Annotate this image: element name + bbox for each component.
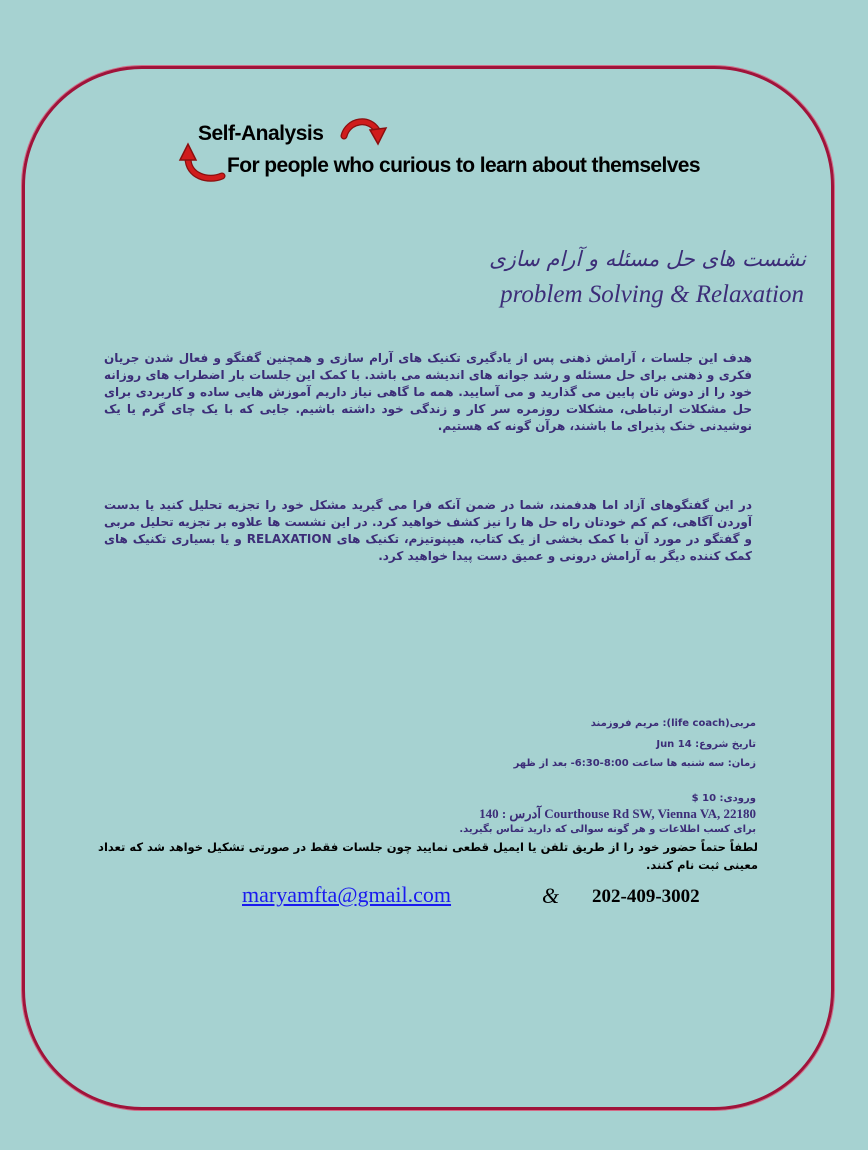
- start-date-line: تاریخ شروع: Jun 14: [656, 739, 756, 750]
- time-line: زمان: سه شنبه ها ساعت 8:00-6:30- بعد از ظهر: [513, 758, 756, 769]
- contact-note-line: برای کسب اطلاعات و هر گونه سوالی که دارید تماس بگیرید.: [459, 824, 756, 835]
- registration-notice: لطفاً حتماً حضور خود را از طریق تلفن یا ایمیل قطعی نمایید چون جلسات فقط در صورتی تشکیل خواهد شد که تعداد معینی ثبت نام کنند.: [98, 840, 758, 872]
- address-line: آدرس : 140 Courthouse Rd SW, Vienna VA, 22180: [479, 806, 756, 821]
- header-subtitle: For people who curious to learn about themselves: [227, 154, 700, 177]
- rounded-border-frame: [22, 66, 834, 1110]
- curved-arrow-right-icon: [340, 114, 388, 150]
- curved-arrow-left-icon: [178, 142, 226, 184]
- phone-number: 202-409-3002: [592, 886, 700, 907]
- ampersand: &: [542, 883, 560, 908]
- persian-title: نشست های حل مسئله و آرام سازی: [489, 247, 806, 271]
- entry-fee-line: ورودی: 10 $: [691, 793, 756, 804]
- description-paragraph: در این گفتگوهای آزاد اما هدفمند، شما در ضمن آنکه فرا می گیرید مشکل خود را تجزیه تحلیل کنید یا بدست آوردن آگاهی، کم کم خودتان راه حل ها را نیز کشف خواهید کرد. در این نشست ها علاوه بر تجزیه تحلیل مربی و گفتگو در مورد آن با کمک بخشی از یک کتاب، هیپنوتیزم، تکنیک های RELAXATION و یا بسیاری تکنیک های کمک کننده دیگر به آرامش درونی و عمیق دست پیدا خواهید کرد.: [104, 498, 752, 563]
- coach-line: مربی(life coach): مریم فروزمند: [590, 718, 756, 729]
- intro-paragraph: هدف این جلسات ، آرامش ذهنی پس از یادگیری تکنیک های آرام سازی و همچنین گفتگو و فعال شدن جریان فکری و ذهنی برای حل مسئله و رشد جوانه های اندیشه می باشد. با کمک این جلسات بار اضطراب های روزانه خود را از دوش تان پایین می گذارید و می آسایید. همه ما گاهی نیاز داریم آموزش هایی ساده و کاربردی برای حل مشکلات ارتباطی، مشکلات روزمره سر کار و زندگی خود داشته باشیم. جایی که با یک چای گرم یا یک نوشیدنی خنک پذیرای ما باشند، هرآن گونه که هستیم.: [104, 351, 752, 433]
- english-title: problem Solving & Relaxation: [500, 281, 804, 308]
- header-title: Self-Analysis: [198, 122, 324, 145]
- email-link[interactable]: maryamfta@gmail.com: [242, 882, 452, 907]
